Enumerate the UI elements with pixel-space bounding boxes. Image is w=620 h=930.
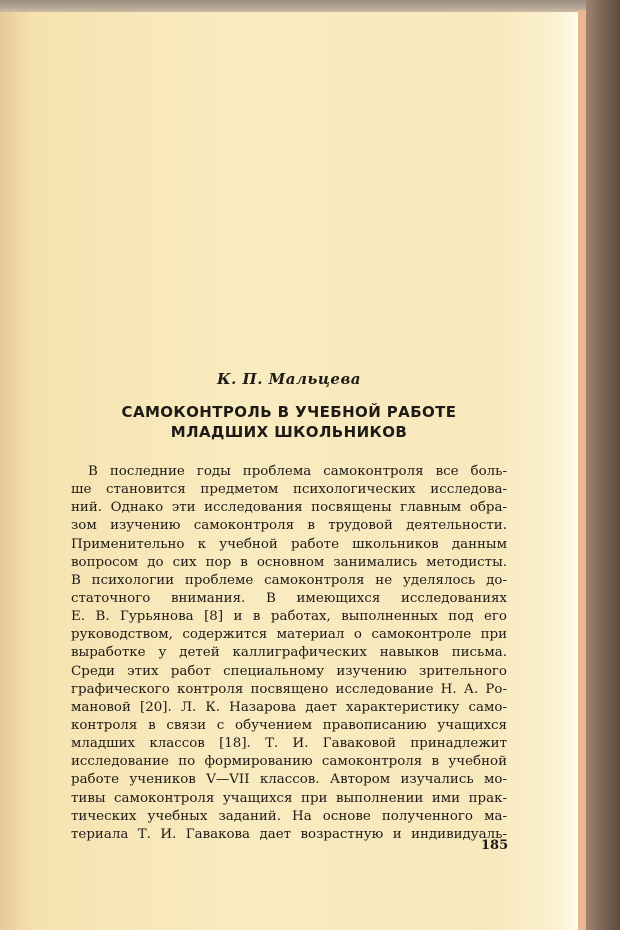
text-line: зом изучению самоконтроля в трудовой деятельности. (71, 518, 507, 534)
text-line: работе учеников V—VII классов. Автором изучались мо- (71, 772, 507, 788)
text-line: териала Т. И. Гавакова дает возрастную и индивидуаль- (71, 826, 507, 842)
text-line: выработке у детей каллиграфических навыков письма. (71, 645, 507, 661)
text-line: ше становится предметом психологических исследова- (71, 482, 507, 498)
text-line: исследование по формированию самоконтроля в учебной (71, 754, 507, 770)
text-line: Среди этих работ специальному изучению зрительного (71, 663, 507, 679)
text-line: В последние годы проблема самоконтроля все боль- (88, 464, 507, 479)
book-spine-shadow (586, 0, 620, 930)
body-text (71, 463, 507, 844)
text-line: Е. В. Гурьянова [8] и в работах, выполненных под его (71, 609, 507, 625)
text-line: руководством, содержится материал о самоконтроле при (71, 627, 507, 643)
text-line: тических учебных заданий. На основе полученного ма- (71, 808, 507, 824)
text-line: тивы самоконтроля учащихся при выполнении ими прак- (71, 790, 507, 806)
text-line: мановой [20]. Л. К. Назарова дает характеристику само- (71, 699, 507, 715)
text-line: графического контроля посвящено исследование Н. А. Ро- (71, 681, 507, 697)
page-edge (578, 10, 586, 930)
text-line: младших классов [18]. Т. И. Гаваковой принадлежит (71, 736, 507, 752)
text-line: контроля в связи с обучением правописанию учащихся (71, 717, 507, 733)
author-name: К. П. Мальцева (216, 370, 362, 388)
title-line: МЛАДШИХ ШКОЛЬНИКОВ (170, 423, 408, 441)
text-line: вопросом до сих пор в основном занимались методисты. (71, 554, 507, 570)
text-line: статочного внимания. В имеющихся исследованиях (71, 590, 507, 606)
article-title (71, 402, 507, 442)
text-line: Применительно к учебной работе школьников данным (71, 536, 507, 552)
page-number: 185 (481, 838, 509, 853)
text-line: ний. Однако эти исследования посвящены главным обра- (71, 500, 507, 516)
text-line: В психологии проблеме самоконтроля не уделялось до- (71, 572, 507, 588)
title-line: САМОКОНТРОЛЬ В УЧЕБНОЙ РАБОТЕ (121, 403, 457, 421)
